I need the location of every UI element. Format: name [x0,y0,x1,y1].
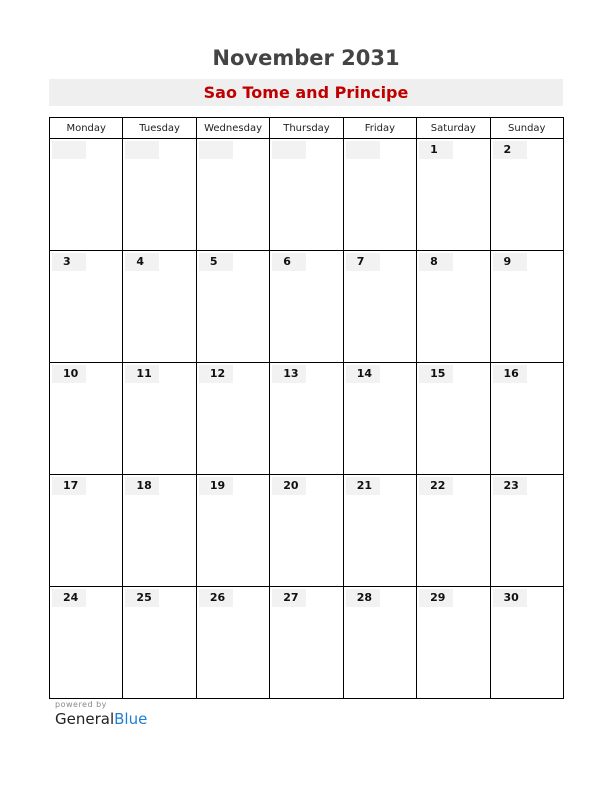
weekday-header: Tuesday [123,118,196,139]
day-cell [123,363,196,475]
day-number: 7 [346,253,380,271]
day-number: 6 [272,253,306,271]
day-number: 20 [272,477,306,495]
country-name: Sao Tome and Principe [49,79,563,106]
day-number: 10 [52,365,86,383]
day-number: 26 [199,589,233,607]
day-number: 1 [419,141,453,159]
day-number: 21 [346,477,380,495]
day-cell [123,139,196,251]
day-number [199,141,233,159]
weekday-header: Friday [343,118,416,139]
day-cell [417,139,490,251]
day-number: 24 [52,589,86,607]
day-number: 27 [272,589,306,607]
weekday-header: Wednesday [196,118,269,139]
day-number: 4 [125,253,159,271]
day-number: 5 [199,253,233,271]
day-number [346,141,380,159]
weekday-header: Monday [50,118,123,139]
day-cell [490,139,563,251]
day-cell [196,587,269,699]
day-cell [417,363,490,475]
day-number: 29 [419,589,453,607]
day-cell [196,251,269,363]
day-cell [50,251,123,363]
day-number: 2 [493,141,527,159]
generalblue-logo[interactable] [55,710,147,728]
day-cell [490,251,563,363]
week-row [50,587,564,699]
day-number: 23 [493,477,527,495]
day-number: 12 [199,365,233,383]
day-cell [270,363,343,475]
day-number [272,141,306,159]
day-number: 19 [199,477,233,495]
day-cell [50,475,123,587]
day-number: 15 [419,365,453,383]
day-cell [490,475,563,587]
week-row [50,363,564,475]
day-cell [417,475,490,587]
day-number: 30 [493,589,527,607]
weekday-header: Sunday [490,118,563,139]
day-cell [196,139,269,251]
brand-footer [55,700,147,728]
day-number: 16 [493,365,527,383]
weekday-header: Thursday [270,118,343,139]
day-number: 13 [272,365,306,383]
day-number: 18 [125,477,159,495]
day-number: 22 [419,477,453,495]
day-cell [343,363,416,475]
day-cell [270,587,343,699]
week-row [50,251,564,363]
day-cell [270,251,343,363]
day-cell [343,587,416,699]
day-cell [50,587,123,699]
day-number: 8 [419,253,453,271]
day-number [125,141,159,159]
calendar-grid [49,117,564,699]
day-cell [417,587,490,699]
weekday-header-row [50,118,564,139]
logo-blue-text: Blue [114,710,148,728]
day-number: 9 [493,253,527,271]
day-cell [196,475,269,587]
day-cell [270,139,343,251]
day-number: 28 [346,589,380,607]
day-cell [490,363,563,475]
day-cell [50,139,123,251]
day-cell [50,363,123,475]
week-row [50,475,564,587]
day-number: 3 [52,253,86,271]
day-cell [343,475,416,587]
day-cell [270,475,343,587]
day-cell [490,587,563,699]
day-cell [343,139,416,251]
powered-by-text: powered by [55,700,107,709]
day-number: 17 [52,477,86,495]
day-cell [123,475,196,587]
day-number: 14 [346,365,380,383]
day-number: 11 [125,365,159,383]
day-cell [196,363,269,475]
day-cell [343,251,416,363]
day-cell [417,251,490,363]
day-cell [123,251,196,363]
day-number [52,141,86,159]
page-title: November 2031 [212,46,400,70]
day-number: 25 [125,589,159,607]
weekday-header: Saturday [417,118,490,139]
logo-general-text: General [55,710,115,728]
week-row [50,139,564,251]
day-cell [123,587,196,699]
